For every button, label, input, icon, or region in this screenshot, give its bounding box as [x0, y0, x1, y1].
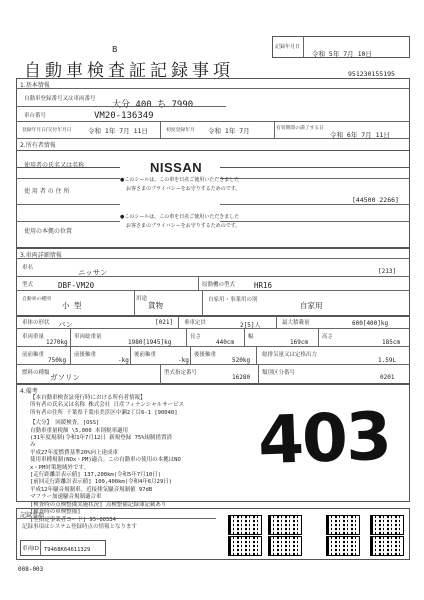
rr-label: 後後軸重	[194, 352, 217, 358]
chassis-label: 車台番号	[24, 113, 47, 119]
section1-heading: 1.基本情報	[20, 82, 50, 89]
sticker-text-1a: ●このシールは、この車を日産ご使用いただきました	[120, 177, 240, 183]
maker-value: ニッサン	[78, 268, 108, 277]
qr-code	[228, 536, 262, 556]
capacity-label: 乗車定員	[184, 320, 207, 326]
vehicle-id-value: T9468K64611329	[44, 547, 91, 553]
sticker-text-1b: お客さまのプライバシーをお守りするためのです。	[126, 186, 241, 192]
disp-label: 総排気量又は定格出力	[262, 352, 318, 358]
qr-code	[326, 536, 360, 556]
length-value: 440cm	[216, 339, 235, 346]
b-mark: B	[112, 45, 118, 54]
kind-label: 自動車の種別	[22, 297, 51, 302]
sticker-text-2a: ●このシールは、この車を日産ご使用いただきました	[120, 214, 240, 220]
note-line: (31年度規制)令和1年7月12日 新規登録 75%規制措置済	[30, 435, 173, 442]
sticker-text-2b: お客さまのプライバシーをお守りするためのです。	[126, 223, 241, 229]
body-code: [021]	[155, 319, 174, 326]
reg-label: 自動車登録番号又は車両番号	[24, 96, 96, 102]
type-num-value: 16280	[232, 374, 251, 381]
engine-value: HR16	[254, 281, 273, 290]
note-line: 使用車種規制(NOx・PM)適合。この自動車の使用の本拠はNO	[30, 457, 181, 464]
gross-label: 車両総重量	[74, 334, 102, 340]
section3-heading: 3.車両詳細情報	[20, 252, 62, 259]
body-label: 車体の形状	[22, 320, 50, 326]
note-line: 平成12年騒音規制車。近接排気騒音規制値 97dB	[30, 486, 153, 493]
qr-code	[326, 515, 360, 535]
rf-value: -kg	[178, 357, 189, 364]
note-line: [検査時の車検整備]	[30, 509, 81, 516]
note-line: [検査時の点検整備実施状況] 点検整備記録簿記載あり	[30, 501, 167, 508]
note-line: x・PM対策地域外です。	[30, 464, 89, 471]
note-line: み	[30, 442, 36, 449]
ff-value: 750kg	[48, 357, 67, 364]
gross-value: 1980[1945]kg	[128, 339, 172, 346]
qr-code	[370, 515, 404, 535]
doc-number: 951230155195	[348, 70, 395, 78]
note-line: 平成27年度燃費基準20%向上達成車	[30, 449, 119, 456]
first-year-value: 令和 1年 7月	[208, 127, 250, 135]
length-label: 長さ	[190, 334, 202, 340]
section2-heading: 2.所有者情報	[20, 142, 56, 149]
use-label: 用途	[136, 296, 148, 302]
owner-code: [44500 2266]	[352, 196, 399, 204]
weight-label: 車両重量	[22, 334, 45, 340]
first-reg-label: 登録年月日/交付年月日	[22, 128, 72, 133]
note-line: マフラー加速騒音規制適合車	[30, 494, 102, 501]
rf-label: 後前軸重	[134, 352, 157, 358]
model-value: DBF-VM20	[58, 281, 95, 290]
qr-code	[268, 515, 302, 535]
footer-note: 記録事項はシステム登録時点の情報となります	[22, 524, 137, 530]
width-label: 幅	[248, 334, 254, 340]
maker-label: 車名	[22, 265, 34, 271]
issue-date: 令和 5年 7月 10日	[312, 50, 372, 58]
fr-value: -kg	[118, 357, 129, 364]
height-value: 185cm	[382, 339, 401, 346]
width-value: 169cm	[290, 339, 309, 346]
weight-value: 1270kg	[46, 339, 68, 346]
cat-value: 0201	[380, 374, 395, 381]
fuel-value: ガソリン	[50, 373, 80, 382]
qr-code	[370, 536, 404, 556]
owner-name-label: 使用者の氏名又は名称	[24, 162, 85, 169]
engine-label: 原動機の型式	[202, 282, 236, 288]
maker-code: [213]	[378, 268, 397, 275]
note-line: 所有者の氏名又は名称 株式会社 日産フィナンシャルサービス	[30, 402, 185, 409]
expiry-value: 令和 6年 7月 11日	[330, 131, 390, 139]
disp-value: 1.59L	[378, 357, 397, 364]
expiry-label: 有効期間の満了する日	[276, 126, 324, 131]
note-line: [前回走行距離計表示値] 100,400km(令和4年6月29日)	[30, 479, 173, 486]
rr-value: 520kg	[232, 357, 251, 364]
first-year-label: 初度登録年月	[166, 128, 195, 133]
owner-addr-label: 使 用 者 の 住 所	[24, 188, 70, 195]
note-line: 【本自動車検査証発行時における所有者情報】	[30, 395, 146, 401]
issue-date-label: 記録年月日	[275, 44, 301, 50]
body-value: バン	[58, 320, 73, 329]
note-line: 【大分】 回緩検査。[OSS]	[30, 420, 100, 427]
type-num-label: 型式指定番号	[164, 370, 198, 376]
qr-code	[228, 515, 262, 535]
reg-value: 大分 400 ち 7990	[112, 100, 194, 110]
fuel-label: 燃料の種類	[22, 370, 50, 376]
cat-label: 類別区分番号	[262, 370, 296, 376]
max-load-label: 最大積載量	[282, 320, 310, 326]
note-line: [型指定事業者コード] 95-00534	[30, 516, 116, 523]
note-line: 自動車重量税額 \5,000 本則税率適用	[30, 427, 128, 434]
section4-heading: 4.備考	[20, 388, 38, 395]
chassis-value: VM20-136349	[94, 111, 154, 121]
capacity-value: 2[5]人	[240, 322, 261, 329]
max-load-value: 600[400]kg	[352, 320, 389, 327]
vehicle-id-label: 車両ID	[22, 546, 39, 552]
fr-label: 前後軸重	[74, 352, 97, 358]
height-label: 高さ	[322, 334, 334, 340]
privacy-sticker	[120, 156, 241, 240]
page-title: 自動車検査証記録事項	[24, 61, 234, 81]
ff-label: 前前軸重	[22, 352, 45, 358]
model-label: 型式	[22, 282, 34, 288]
base-label: 使用の本拠の位置	[24, 228, 73, 235]
private-value: 自家用	[300, 301, 323, 310]
use-value: 貨物	[148, 301, 163, 310]
qr-code	[268, 536, 302, 556]
footer-heading: 記録事項	[20, 512, 45, 519]
note-line: 所有者の住所 千葉県千葉市美浜区中瀬2丁目6-1 [90040]	[30, 409, 178, 416]
handwritten-number: 403	[256, 397, 392, 480]
kind-value: 小 型	[62, 301, 82, 310]
first-reg-value: 令和 1年 7月 11日	[88, 127, 148, 135]
private-label: 自家用・事業用の別	[208, 297, 258, 303]
page-code: 008-003	[18, 566, 44, 573]
nissan-logo: NISSAN	[150, 160, 203, 175]
note-line: [走行距離計表示値] 137,200km(令和5年7月10日)	[30, 472, 162, 479]
notes-list	[30, 395, 184, 524]
